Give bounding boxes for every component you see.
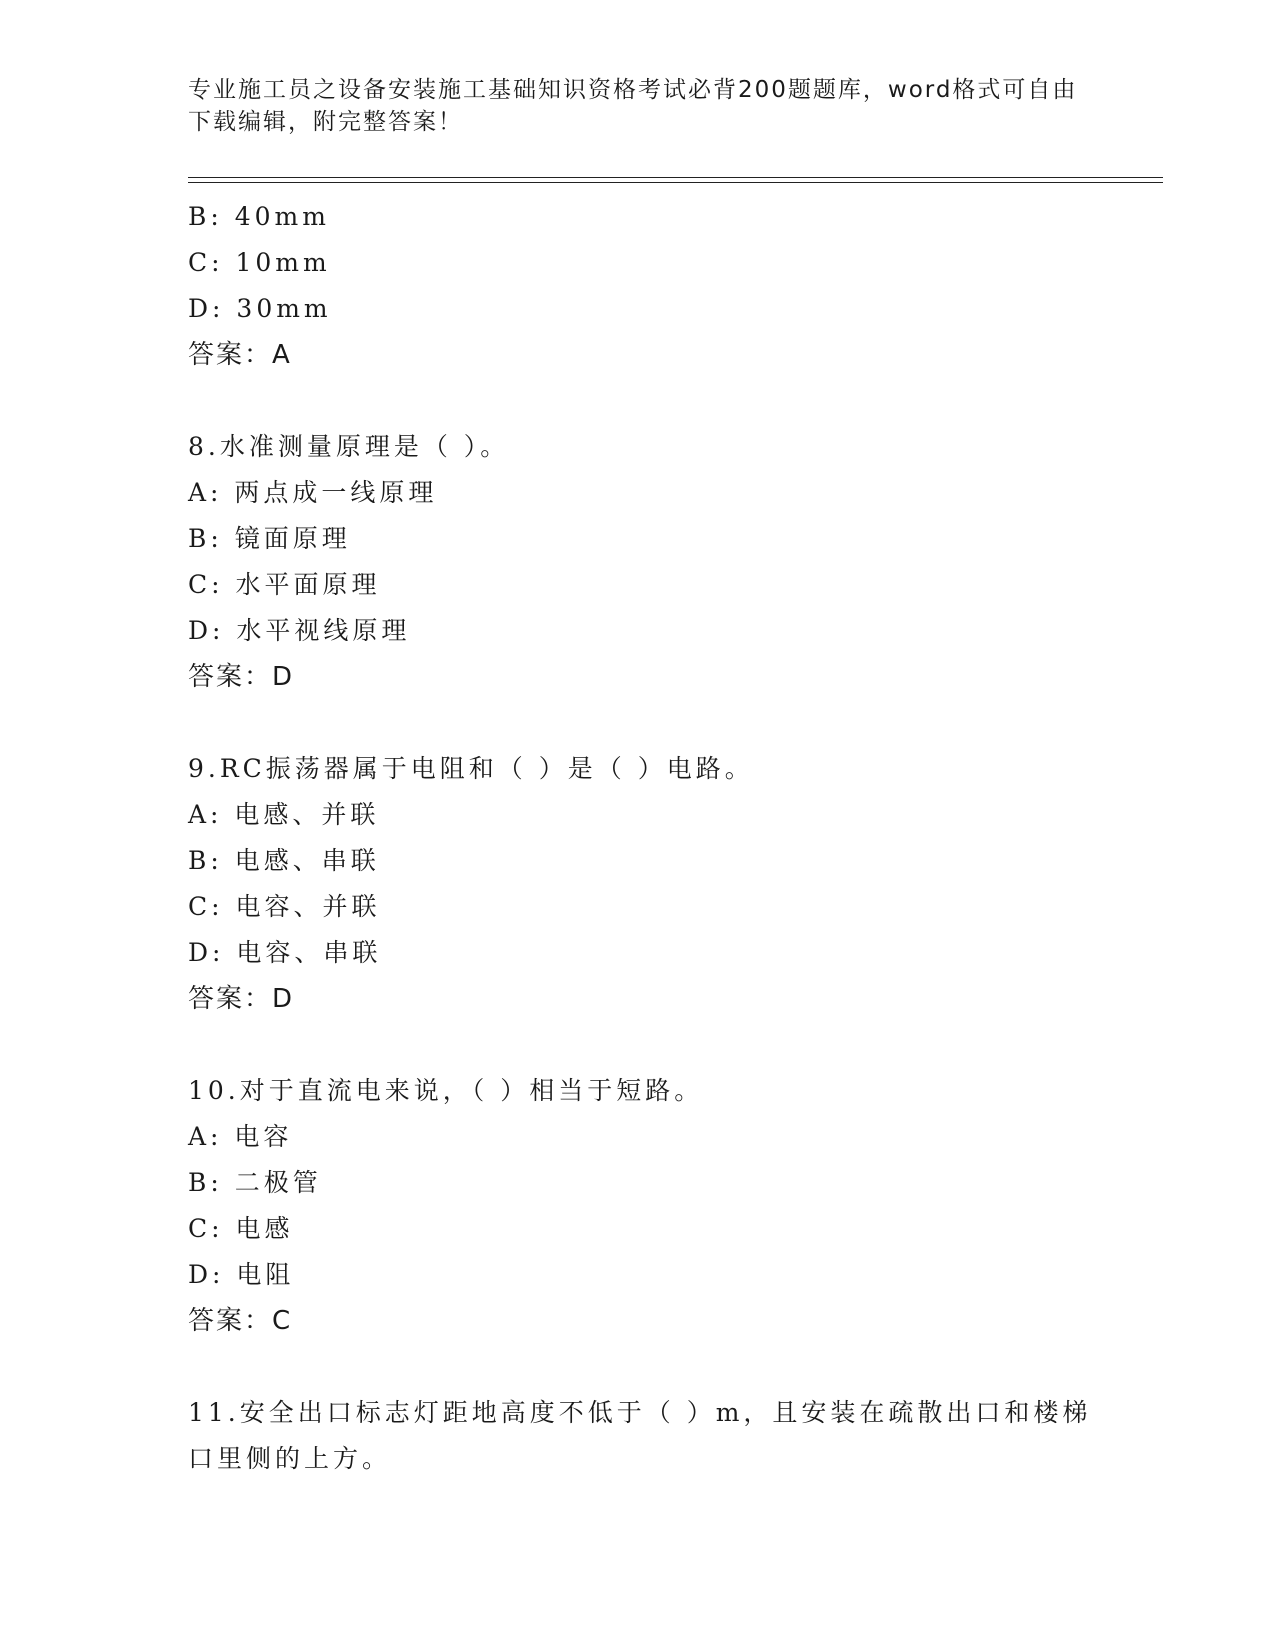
option-b: B: 电感、串联 xyxy=(188,846,380,875)
option-c: C: 水平面原理 xyxy=(188,570,381,599)
question-text: 9.RC振荡器属于电阻和（ ）是（ ）电路。 xyxy=(188,754,754,783)
question-text: 10.对于直流电来说，（ ）相当于短路。 xyxy=(188,1076,704,1105)
option-c: C: 10mm xyxy=(188,248,331,277)
header-title-line-2: 下载编辑，附完整答案！ xyxy=(188,109,463,135)
question-list xyxy=(188,194,1108,1482)
question-block-9 xyxy=(188,746,1108,1022)
option-a: A: 两点成一线原理 xyxy=(188,478,438,507)
option-d: D: 30mm xyxy=(188,294,332,323)
question-text-line-1: 11.安全出口标志灯距地高度不低于（ ）m，且安装在疏散出口和楼梯 xyxy=(188,1398,1092,1427)
option-c: C: 电容、并联 xyxy=(188,892,381,921)
spacer xyxy=(188,378,1108,424)
question-block-10 xyxy=(188,1068,1108,1344)
option-d: D: 电容、串联 xyxy=(188,938,382,967)
question-block-7 xyxy=(188,194,1108,378)
answer-line: 答案：D xyxy=(188,662,295,692)
option-b: B: 40mm xyxy=(188,202,330,231)
question-block-8 xyxy=(188,424,1108,700)
answer-line: 答案：C xyxy=(188,1306,293,1336)
option-d: D: 电阻 xyxy=(188,1260,295,1289)
spacer xyxy=(188,700,1108,746)
answer-line: 答案：A xyxy=(188,340,292,370)
option-a: A: 电感、并联 xyxy=(188,800,380,829)
spacer xyxy=(188,1344,1108,1390)
question-text: 8.水准测量原理是（ ）。 xyxy=(188,432,510,461)
question-block-11 xyxy=(188,1390,1108,1482)
option-a: A: 电容 xyxy=(188,1122,293,1151)
header-title-line-1: 专业施工员之设备安装施工基础知识资格考试必背200题题库，word格式可自由 xyxy=(188,77,1078,103)
option-b: B: 二极管 xyxy=(188,1168,322,1197)
option-d: D: 水平视线原理 xyxy=(188,616,411,645)
answer-line: 答案：D xyxy=(188,984,295,1014)
spacer xyxy=(188,1022,1108,1068)
document-header xyxy=(188,74,1088,138)
header-divider-top xyxy=(188,177,1163,178)
question-text-line-2: 口里侧的上方。 xyxy=(188,1444,392,1473)
option-c: C: 电感 xyxy=(188,1214,294,1243)
option-b: B: 镜面原理 xyxy=(188,524,351,553)
header-divider-bottom xyxy=(188,182,1163,183)
